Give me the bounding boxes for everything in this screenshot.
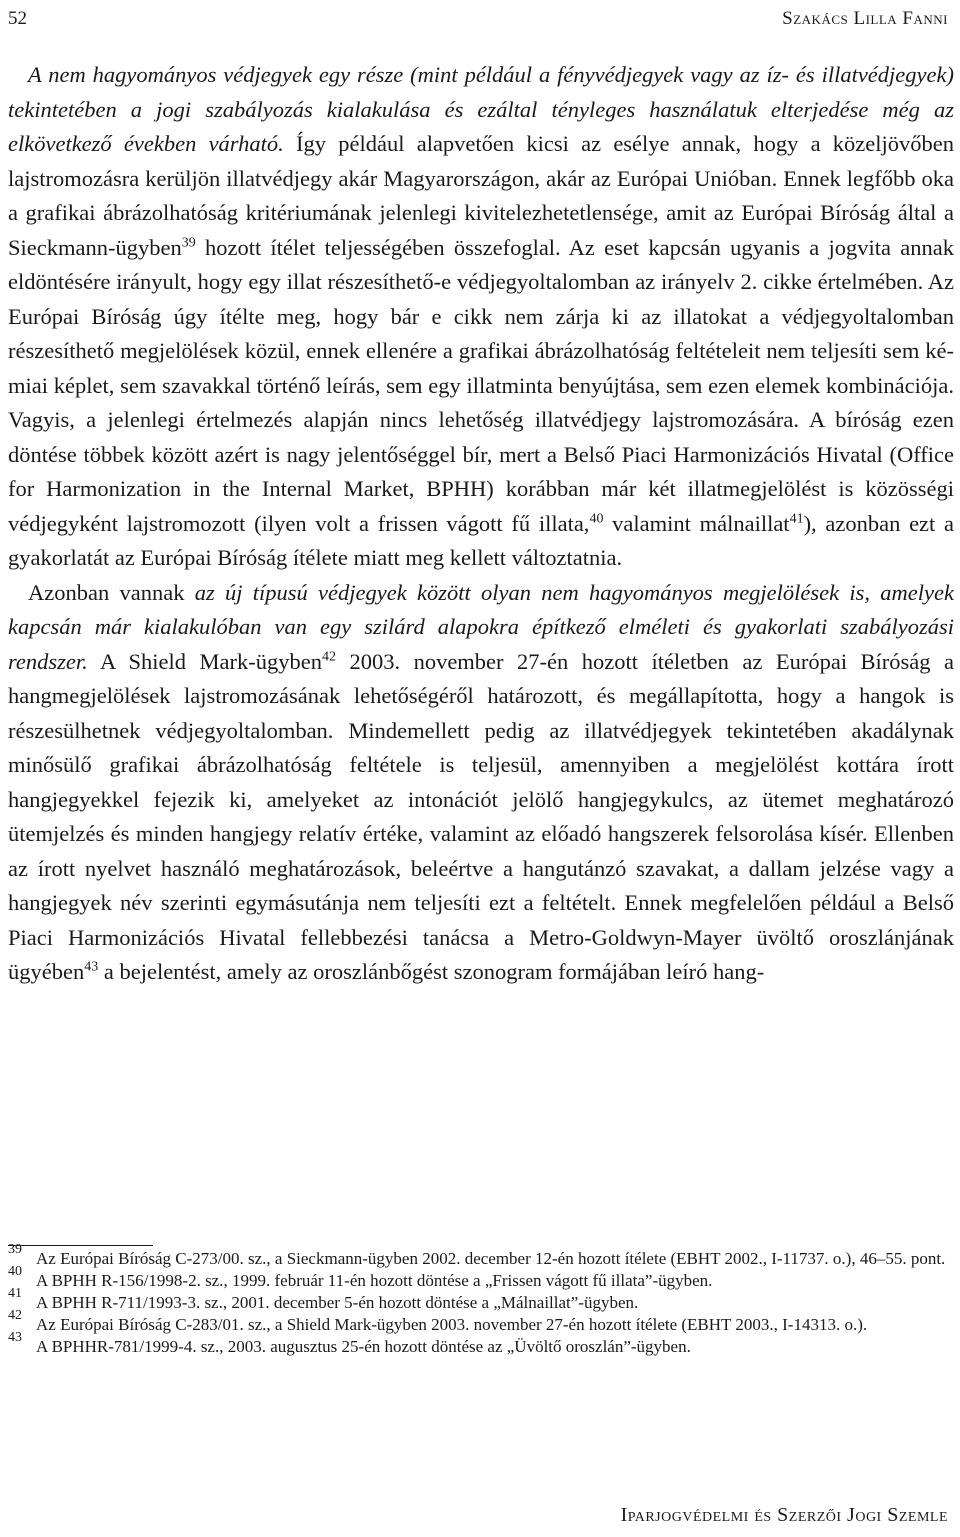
text-run: A Shield Mark-ügyben: [87, 648, 322, 674]
footnote-ref-39[interactable]: 39: [181, 235, 196, 250]
footnote-number: 42: [8, 1308, 22, 1323]
footnote-text: Az Európai Bíróság C-273/00. sz., a Sieckmann-ügyben 2002. december 12-én hozott ítélete (EBHT 2002., I-11737. o.), 46–55. pont.: [36, 1249, 946, 1268]
footnote-number: 41: [8, 1286, 22, 1301]
footnotes: [8, 1242, 954, 1358]
footnote-42: [8, 1308, 954, 1336]
text-run: valamint málnaillat: [603, 510, 790, 536]
footnote-40: [8, 1264, 954, 1292]
footnote-text: A BPHH R-156/1998-2. sz., 1999. február 11-én hozott döntése a „Frissen vágott fű illata”-ügyben.: [36, 1271, 713, 1290]
footnote-39: [8, 1242, 954, 1270]
footnote-text: A BPHH R-711/1993-3. sz., 2001. december 5-én hozott döntése a „Málnaillat”-ügyben.: [36, 1293, 639, 1312]
footnote-separator: [8, 1245, 153, 1246]
text-run: Így például alapvetően kicsi az esélye annak, hogy a közeljövőben lajstromozásra kerüljön illatvédjegy akár Magyarországon, akár az Európai Unióban. Ennek legfőbb oka a grafikai ábrázolhatóság kritériumának jelenlegi kivitelezhetetlensége, amit az Európai Bíróság által a Sieckmann-ügyben: [8, 131, 955, 260]
text-run: a bejelentést, amely az oroszlánbőgést szonogram formájában leíró hang-: [98, 959, 765, 984]
paragraph-2: [8, 576, 954, 990]
footnote-text: Az Európai Bíróság C-283/01. sz., a Shield Mark-ügyben 2003. november 27-én hozott ítélete (EBHT 2003., I-14313. o.).: [36, 1315, 868, 1334]
running-header-author: Szakács Lilla Fanni: [782, 8, 948, 29]
running-footer-journal: Iparjogvédelmi és Szerzői Jogi Szemle: [620, 1504, 948, 1526]
footnote-ref-43[interactable]: 43: [84, 959, 99, 975]
main-text: [8, 58, 954, 990]
footnote-43: [8, 1330, 954, 1358]
footnote-ref-42[interactable]: 42: [321, 649, 336, 664]
text-run: Azonban vannak: [28, 579, 195, 605]
footnote-ref-40[interactable]: 40: [589, 511, 604, 526]
text-run: 2003. november 27-én hozott ítéletben az Európai Bíróság a hangmegjelölések lajstromozásának lehetőségéről határozott, és megállapította, hogy a hangok is részesülhetnek védjegyoltalomban. Mindemellett pedig az illatvédjegyek tekintetében akadálynak minősülő grafikai ábrázolhatóság feltétele is teljesül, amennyiben a megjelölést kottára írott hangjegyekkel fejezik ki, amelyeket az intonációt jelölő hangjegykulcs, az ütemet meghatározó ütemjelzés és minden hangjegy relatív értéke, valamint az előadó hangszerek felsorolása kísér. Ellenben az írott nyelvet használó meghatározások, beleértve a hangutánzó szavakat, a dallam jelzése vagy a hangjegyek név szerinti egymásutánja nem teljesíti ezt a feltételt. Ennek megfelelően például a Belső Piaci Harmonizációs Hivatal fellebbezési tanácsa a Metro-Goldwyn-Mayer üvöltő oroszlánjának ügyében: [8, 648, 955, 984]
text-run: hozott ítélet teljességében összefoglal. Az eset kapcsán ugyanis a jogvita annak eldöntésére irányult, hogy egy illat részesíthető-e védjegyoltalomban az irányelv 2. cikke értelmében. Az Európai Bíróság úgy ítélte meg, hogy bár e cikk nem zárja ki az illatokat a védjegyoltalomban részesíthető megjelölések közül, ennek ellenére a grafikai ábrázolhatóság feltételeit nem teljesíti sem kémiai képlet, sem szavakkal történő leírás, sem egy illatminta benyújtása, sem ezen elemek kombinációja. Vagyis, a jelenlegi értelmezés alapján nincs lehetőség illatvédjegy lajstromozására. A bíróság ezen döntése többek között azért is nagy jelentőséggel bír, mert a Belső Piaci Harmonizációs Hivatal (Office for Harmonization in the Internal Market, BPHH) korábban már két illatmegjelölést is közösségi védjegyként lajstromozott (ilyen volt a frissen vágott fű illata,: [8, 234, 954, 536]
italic-sentence: A nem hagyományos védjegyek egy része (mint például a fényvédjegyek vagy az íz- és illatvédjegyek) tekintetében a jogi szabályozás kialakulása és ezáltal tényleges használatuk elterjedése még az elkövetkező években várható.: [8, 62, 954, 156]
paragraph-1: [8, 58, 954, 576]
footnote-number: 40: [8, 1264, 22, 1279]
footnote-ref-41[interactable]: 41: [789, 511, 804, 526]
italic-phrase: az új típusú védjegyek között olyan nem hagyományos megjelölések is, amelyek kapcsán már kialakulóban van egy szilárd alapokra építkező elméleti és gyakorlati szabályozási rendszer.: [8, 579, 954, 674]
footnote-number: 43: [8, 1330, 22, 1345]
footnote-text: A BPHHR-781/1999-4. sz., 2003. augusztus 25-én hozott döntése az „Üvöltő oroszlán”-ügyben.: [36, 1337, 691, 1356]
page-number: 52: [8, 8, 27, 29]
footnote-41: [8, 1286, 954, 1314]
text-run: ), azonban ezt a gyakorlatát az Európai Bíróság ítélete miatt meg kellett változtatnia.: [8, 510, 954, 570]
footnote-number: 39: [8, 1242, 22, 1257]
